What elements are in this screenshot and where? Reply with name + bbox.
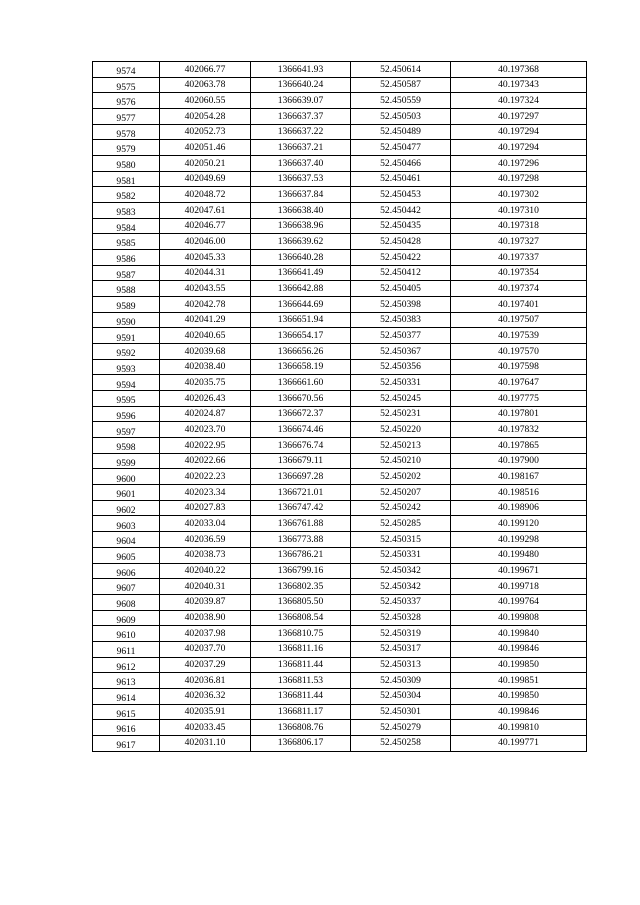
longitude-cell: 52.450309: [351, 673, 451, 689]
latitude-cell: 40.197294: [451, 124, 587, 140]
longitude-cell: 52.450453: [351, 187, 451, 203]
table-row: [93, 657, 587, 673]
table-row: [93, 391, 587, 407]
latitude-cell: 40.199120: [451, 516, 587, 532]
latitude-cell: 40.197324: [451, 93, 587, 109]
point-number-cell: 9589: [93, 297, 160, 313]
y-coordinate-cell: 1366640.28: [251, 250, 351, 266]
y-coordinate-cell: 1366661.60: [251, 375, 351, 391]
point-number-cell: 9600: [93, 469, 160, 485]
x-coordinate-cell: 402054.28: [160, 109, 251, 125]
y-coordinate-cell: 1366637.37: [251, 109, 351, 125]
y-coordinate-cell: 1366697.28: [251, 469, 351, 485]
y-coordinate-cell: 1366674.46: [251, 422, 351, 438]
table-row: [93, 234, 587, 250]
x-coordinate-cell: 402048.72: [160, 187, 251, 203]
point-number-cell: 9577: [93, 109, 160, 125]
point-number-cell: 9607: [93, 579, 160, 595]
y-coordinate-cell: 1366799.16: [251, 563, 351, 579]
table-row: [93, 93, 587, 109]
x-coordinate-cell: 402036.32: [160, 688, 251, 704]
y-coordinate-cell: 1366808.54: [251, 610, 351, 626]
latitude-cell: 40.197507: [451, 312, 587, 328]
y-coordinate-cell: 1366644.69: [251, 297, 351, 313]
y-coordinate-cell: 1366808.76: [251, 720, 351, 736]
point-number-cell: 9610: [93, 626, 160, 642]
latitude-cell: 40.199671: [451, 563, 587, 579]
y-coordinate-cell: 1366679.11: [251, 453, 351, 469]
x-coordinate-cell: 402039.68: [160, 344, 251, 360]
point-number-cell: 9611: [93, 641, 160, 657]
longitude-cell: 52.450559: [351, 93, 451, 109]
latitude-cell: 40.197343: [451, 77, 587, 93]
longitude-cell: 52.450342: [351, 579, 451, 595]
table-row: [93, 124, 587, 140]
x-coordinate-cell: 402046.00: [160, 234, 251, 250]
x-coordinate-cell: 402045.33: [160, 250, 251, 266]
latitude-cell: 40.199298: [451, 532, 587, 548]
y-coordinate-cell: 1366747.42: [251, 500, 351, 516]
table-row: [93, 77, 587, 93]
longitude-cell: 52.450461: [351, 171, 451, 187]
point-number-cell: 9595: [93, 391, 160, 407]
latitude-cell: 40.198167: [451, 469, 587, 485]
longitude-cell: 52.450317: [351, 641, 451, 657]
y-coordinate-cell: 1366811.16: [251, 641, 351, 657]
longitude-cell: 52.450319: [351, 626, 451, 642]
longitude-cell: 52.450328: [351, 610, 451, 626]
y-coordinate-cell: 1366656.26: [251, 344, 351, 360]
latitude-cell: 40.199850: [451, 657, 587, 673]
latitude-cell: 40.199771: [451, 735, 587, 751]
point-number-cell: 9575: [93, 77, 160, 93]
latitude-cell: 40.197647: [451, 375, 587, 391]
latitude-cell: 40.199810: [451, 720, 587, 736]
latitude-cell: 40.197318: [451, 218, 587, 234]
point-number-cell: 9582: [93, 187, 160, 203]
y-coordinate-cell: 1366721.01: [251, 485, 351, 501]
latitude-cell: 40.199840: [451, 626, 587, 642]
y-coordinate-cell: 1366786.21: [251, 547, 351, 563]
longitude-cell: 52.450315: [351, 532, 451, 548]
latitude-cell: 40.197298: [451, 171, 587, 187]
point-number-cell: 9605: [93, 547, 160, 563]
table-row: [93, 516, 587, 532]
table-row: [93, 735, 587, 751]
point-number-cell: 9578: [93, 124, 160, 140]
longitude-cell: 52.450342: [351, 563, 451, 579]
x-coordinate-cell: 402049.69: [160, 171, 251, 187]
longitude-cell: 52.450428: [351, 234, 451, 250]
point-number-cell: 9603: [93, 516, 160, 532]
longitude-cell: 52.450313: [351, 657, 451, 673]
x-coordinate-cell: 402038.90: [160, 610, 251, 626]
table-row: [93, 218, 587, 234]
point-number-cell: 9591: [93, 328, 160, 344]
x-coordinate-cell: 402023.34: [160, 485, 251, 501]
point-number-cell: 9601: [93, 485, 160, 501]
point-number-cell: 9612: [93, 657, 160, 673]
y-coordinate-cell: 1366670.56: [251, 391, 351, 407]
point-number-cell: 9583: [93, 203, 160, 219]
longitude-cell: 52.450301: [351, 704, 451, 720]
x-coordinate-cell: 402038.73: [160, 547, 251, 563]
table-row: [93, 203, 587, 219]
y-coordinate-cell: 1366651.94: [251, 312, 351, 328]
y-coordinate-cell: 1366637.84: [251, 187, 351, 203]
point-number-cell: 9615: [93, 704, 160, 720]
coordinates-table: [92, 61, 587, 752]
y-coordinate-cell: 1366805.50: [251, 594, 351, 610]
longitude-cell: 52.450331: [351, 547, 451, 563]
point-number-cell: 9593: [93, 359, 160, 375]
point-number-cell: 9588: [93, 281, 160, 297]
table-row: [93, 281, 587, 297]
table-row: [93, 485, 587, 501]
x-coordinate-cell: 402040.31: [160, 579, 251, 595]
longitude-cell: 52.450614: [351, 62, 451, 78]
table-row: [93, 547, 587, 563]
longitude-cell: 52.450503: [351, 109, 451, 125]
table-row: [93, 265, 587, 281]
table-row: [93, 328, 587, 344]
longitude-cell: 52.450210: [351, 453, 451, 469]
point-number-cell: 9608: [93, 594, 160, 610]
latitude-cell: 40.199764: [451, 594, 587, 610]
latitude-cell: 40.197401: [451, 297, 587, 313]
point-number-cell: 9590: [93, 312, 160, 328]
y-coordinate-cell: 1366811.17: [251, 704, 351, 720]
y-coordinate-cell: 1366676.74: [251, 438, 351, 454]
x-coordinate-cell: 402036.59: [160, 532, 251, 548]
y-coordinate-cell: 1366672.37: [251, 406, 351, 422]
longitude-cell: 52.450398: [351, 297, 451, 313]
longitude-cell: 52.450489: [351, 124, 451, 140]
table-row: [93, 375, 587, 391]
y-coordinate-cell: 1366810.75: [251, 626, 351, 642]
longitude-cell: 52.450258: [351, 735, 451, 751]
table-row: [93, 469, 587, 485]
y-coordinate-cell: 1366642.88: [251, 281, 351, 297]
latitude-cell: 40.197598: [451, 359, 587, 375]
table-row: [93, 312, 587, 328]
x-coordinate-cell: 402027.83: [160, 500, 251, 516]
table-row: [93, 688, 587, 704]
point-number-cell: 9574: [93, 62, 160, 78]
point-number-cell: 9580: [93, 156, 160, 172]
y-coordinate-cell: 1366811.44: [251, 657, 351, 673]
x-coordinate-cell: 402024.87: [160, 406, 251, 422]
longitude-cell: 52.450412: [351, 265, 451, 281]
longitude-cell: 52.450422: [351, 250, 451, 266]
longitude-cell: 52.450337: [351, 594, 451, 610]
y-coordinate-cell: 1366639.07: [251, 93, 351, 109]
point-number-cell: 9581: [93, 171, 160, 187]
x-coordinate-cell: 402022.23: [160, 469, 251, 485]
table-row: [93, 704, 587, 720]
y-coordinate-cell: 1366654.17: [251, 328, 351, 344]
y-coordinate-cell: 1366761.88: [251, 516, 351, 532]
y-coordinate-cell: 1366641.93: [251, 62, 351, 78]
y-coordinate-cell: 1366637.40: [251, 156, 351, 172]
x-coordinate-cell: 402031.10: [160, 735, 251, 751]
table-row: [93, 422, 587, 438]
x-coordinate-cell: 402046.77: [160, 218, 251, 234]
point-number-cell: 9597: [93, 422, 160, 438]
latitude-cell: 40.197302: [451, 187, 587, 203]
latitude-cell: 40.197327: [451, 234, 587, 250]
latitude-cell: 40.199718: [451, 579, 587, 595]
longitude-cell: 52.450285: [351, 516, 451, 532]
table-row: [93, 344, 587, 360]
point-number-cell: 9599: [93, 453, 160, 469]
point-number-cell: 9586: [93, 250, 160, 266]
table-row: [93, 563, 587, 579]
point-number-cell: 9592: [93, 344, 160, 360]
latitude-cell: 40.197900: [451, 453, 587, 469]
point-number-cell: 9609: [93, 610, 160, 626]
y-coordinate-cell: 1366638.96: [251, 218, 351, 234]
y-coordinate-cell: 1366637.22: [251, 124, 351, 140]
point-number-cell: 9585: [93, 234, 160, 250]
latitude-cell: 40.197865: [451, 438, 587, 454]
point-number-cell: 9584: [93, 218, 160, 234]
x-coordinate-cell: 402066.77: [160, 62, 251, 78]
x-coordinate-cell: 402060.55: [160, 93, 251, 109]
latitude-cell: 40.197539: [451, 328, 587, 344]
latitude-cell: 40.199846: [451, 704, 587, 720]
longitude-cell: 52.450367: [351, 344, 451, 360]
table-row: [93, 140, 587, 156]
x-coordinate-cell: 402033.45: [160, 720, 251, 736]
table-row: [93, 720, 587, 736]
point-number-cell: 9598: [93, 438, 160, 454]
x-coordinate-cell: 402036.81: [160, 673, 251, 689]
y-coordinate-cell: 1366773.88: [251, 532, 351, 548]
latitude-cell: 40.197374: [451, 281, 587, 297]
longitude-cell: 52.450202: [351, 469, 451, 485]
table-row: [93, 673, 587, 689]
x-coordinate-cell: 402035.91: [160, 704, 251, 720]
point-number-cell: 9579: [93, 140, 160, 156]
point-number-cell: 9576: [93, 93, 160, 109]
point-number-cell: 9587: [93, 265, 160, 281]
point-number-cell: 9596: [93, 406, 160, 422]
point-number-cell: 9617: [93, 735, 160, 751]
latitude-cell: 40.198516: [451, 485, 587, 501]
latitude-cell: 40.197570: [451, 344, 587, 360]
latitude-cell: 40.197297: [451, 109, 587, 125]
y-coordinate-cell: 1366639.62: [251, 234, 351, 250]
y-coordinate-cell: 1366638.40: [251, 203, 351, 219]
x-coordinate-cell: 402040.65: [160, 328, 251, 344]
latitude-cell: 40.197294: [451, 140, 587, 156]
x-coordinate-cell: 402037.98: [160, 626, 251, 642]
x-coordinate-cell: 402063.78: [160, 77, 251, 93]
table-row: [93, 156, 587, 172]
x-coordinate-cell: 402047.61: [160, 203, 251, 219]
x-coordinate-cell: 402042.78: [160, 297, 251, 313]
longitude-cell: 52.450405: [351, 281, 451, 297]
longitude-cell: 52.450220: [351, 422, 451, 438]
latitude-cell: 40.197354: [451, 265, 587, 281]
table-row: [93, 594, 587, 610]
x-coordinate-cell: 402035.75: [160, 375, 251, 391]
latitude-cell: 40.199851: [451, 673, 587, 689]
x-coordinate-cell: 402041.29: [160, 312, 251, 328]
table-row: [93, 579, 587, 595]
table-row: [93, 453, 587, 469]
y-coordinate-cell: 1366641.49: [251, 265, 351, 281]
latitude-cell: 40.197337: [451, 250, 587, 266]
longitude-cell: 52.450231: [351, 406, 451, 422]
x-coordinate-cell: 402052.73: [160, 124, 251, 140]
point-number-cell: 9604: [93, 532, 160, 548]
longitude-cell: 52.450442: [351, 203, 451, 219]
longitude-cell: 52.450245: [351, 391, 451, 407]
table-row: [93, 297, 587, 313]
longitude-cell: 52.450207: [351, 485, 451, 501]
y-coordinate-cell: 1366637.53: [251, 171, 351, 187]
x-coordinate-cell: 402044.31: [160, 265, 251, 281]
longitude-cell: 52.450477: [351, 140, 451, 156]
y-coordinate-cell: 1366640.24: [251, 77, 351, 93]
x-coordinate-cell: 402038.40: [160, 359, 251, 375]
table-row: [93, 406, 587, 422]
point-number-cell: 9616: [93, 720, 160, 736]
x-coordinate-cell: 402043.55: [160, 281, 251, 297]
latitude-cell: 40.199846: [451, 641, 587, 657]
x-coordinate-cell: 402039.87: [160, 594, 251, 610]
table-row: [93, 109, 587, 125]
y-coordinate-cell: 1366811.53: [251, 673, 351, 689]
longitude-cell: 52.450331: [351, 375, 451, 391]
coordinates-table-body: [93, 62, 587, 752]
latitude-cell: 40.197775: [451, 391, 587, 407]
x-coordinate-cell: 402051.46: [160, 140, 251, 156]
table-row: [93, 626, 587, 642]
table-row: [93, 171, 587, 187]
y-coordinate-cell: 1366658.19: [251, 359, 351, 375]
latitude-cell: 40.199480: [451, 547, 587, 563]
x-coordinate-cell: 402022.66: [160, 453, 251, 469]
point-number-cell: 9613: [93, 673, 160, 689]
latitude-cell: 40.198906: [451, 500, 587, 516]
x-coordinate-cell: 402023.70: [160, 422, 251, 438]
latitude-cell: 40.197832: [451, 422, 587, 438]
x-coordinate-cell: 402033.04: [160, 516, 251, 532]
table-row: [93, 532, 587, 548]
latitude-cell: 40.197310: [451, 203, 587, 219]
longitude-cell: 52.450356: [351, 359, 451, 375]
x-coordinate-cell: 402050.21: [160, 156, 251, 172]
latitude-cell: 40.197368: [451, 62, 587, 78]
longitude-cell: 52.450466: [351, 156, 451, 172]
point-number-cell: 9614: [93, 688, 160, 704]
table-row: [93, 641, 587, 657]
longitude-cell: 52.450435: [351, 218, 451, 234]
longitude-cell: 52.450587: [351, 77, 451, 93]
table-row: [93, 610, 587, 626]
x-coordinate-cell: 402037.29: [160, 657, 251, 673]
table-row: [93, 359, 587, 375]
table-row: [93, 62, 587, 78]
point-number-cell: 9594: [93, 375, 160, 391]
x-coordinate-cell: 402040.22: [160, 563, 251, 579]
y-coordinate-cell: 1366802.35: [251, 579, 351, 595]
longitude-cell: 52.450242: [351, 500, 451, 516]
table-row: [93, 500, 587, 516]
x-coordinate-cell: 402026.43: [160, 391, 251, 407]
latitude-cell: 40.197296: [451, 156, 587, 172]
y-coordinate-cell: 1366806.17: [251, 735, 351, 751]
x-coordinate-cell: 402037.70: [160, 641, 251, 657]
x-coordinate-cell: 402022.95: [160, 438, 251, 454]
y-coordinate-cell: 1366637.21: [251, 140, 351, 156]
y-coordinate-cell: 1366811.44: [251, 688, 351, 704]
table-row: [93, 187, 587, 203]
latitude-cell: 40.199850: [451, 688, 587, 704]
longitude-cell: 52.450304: [351, 688, 451, 704]
longitude-cell: 52.450383: [351, 312, 451, 328]
table-row: [93, 250, 587, 266]
latitude-cell: 40.199808: [451, 610, 587, 626]
longitude-cell: 52.450377: [351, 328, 451, 344]
table-row: [93, 438, 587, 454]
latitude-cell: 40.197801: [451, 406, 587, 422]
point-number-cell: 9606: [93, 563, 160, 579]
longitude-cell: 52.450279: [351, 720, 451, 736]
point-number-cell: 9602: [93, 500, 160, 516]
longitude-cell: 52.450213: [351, 438, 451, 454]
